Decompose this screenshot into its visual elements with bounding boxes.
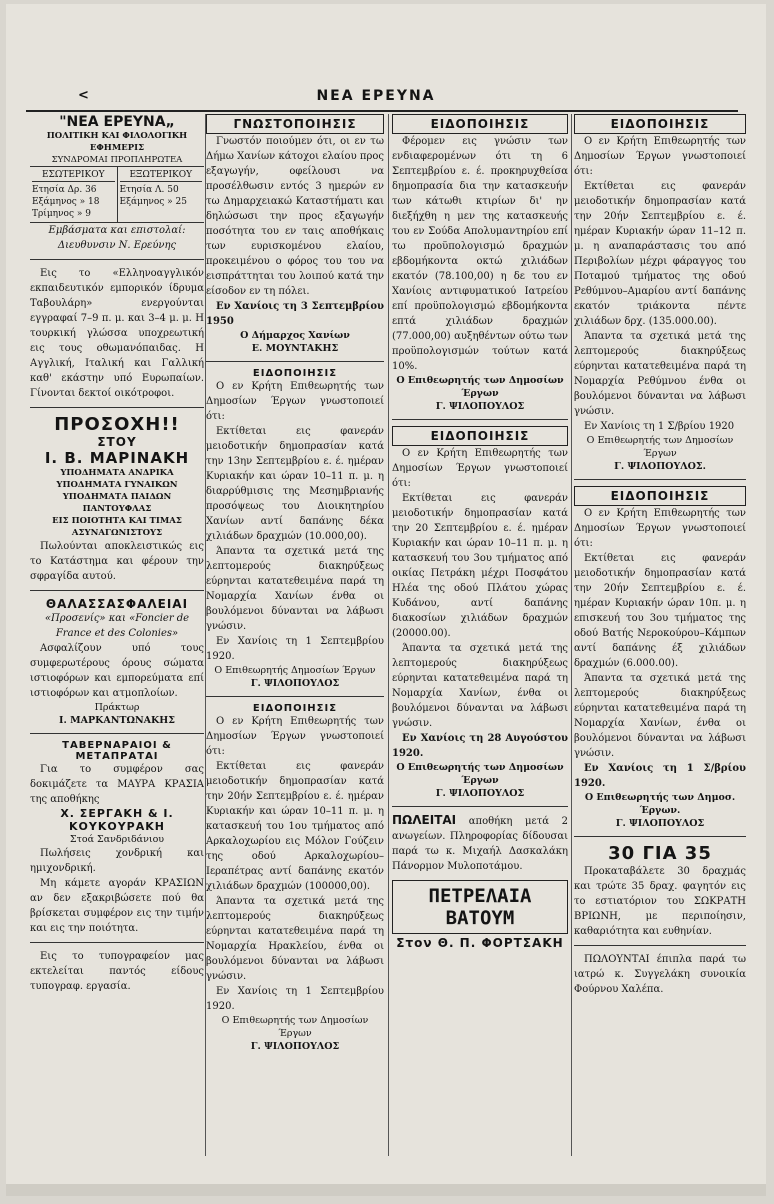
neroukourou-notice [574,486,746,830]
shoe-line: ΑΣΥΝΑΓΩΝΙΣΤΟΥΣ [71,528,163,538]
works-notice-1 [206,368,384,690]
masthead-subtitle: ΠΟΛΙΤΙΚΗ ΚΑΙ ΦΙΛΟΛΟΓΙΚΗ ΕΦΗΜΕΡΙΣ [46,131,188,153]
tavern-text: Για το συμφέρον σας δοκιμάζετε τα ΜΑΥΡΑ ΚΡΑΣΙΑ της αποθήκης [30,764,204,805]
column-1 [30,114,204,1156]
notice-tender: Άπαντα τα σχετικά μετά της λεπτομερούς διακηρύξεως εύρηνται κατατεθειμένα παρά τη Νομαρχία Ηρακλείου, ένθα οι βουλόμενοι δύνανται να λάβωσι γνώσιν. [206,896,384,982]
newspaper-page [6,4,766,1196]
divider [574,945,746,946]
signer-title: Ο Επιθεωρητής των Δημοσίων Έργων [221,1015,369,1039]
notice-date: Εν Χανίοις τη 1 Σ/βρίου 1920. [574,763,746,789]
running-title: ΝΕΑ ΕΡΕΥΝΑ [316,88,436,104]
signer-name: Γ. ΨΙΛΟΠΟΥΛΟΣ [615,818,705,829]
notice-head: ΕΙΔΟΠΟΙΗΣΙΣ [252,368,338,379]
notice-head: ΕΙΔΟΠΟΙΗΣΙΣ [574,486,746,506]
running-mark: < [78,88,91,103]
rethymno-notice [574,114,746,473]
signer-title: Ο Επιθεωρητής των Δημοσ. Έργων. [584,792,736,816]
agent-name: Ι. ΜΑΡΚΑΝΤΩΝΑΚΗΣ [59,715,175,726]
sale-head: ΠΩΛΕΙΤΑΙ [392,813,457,827]
sale-ad [392,813,568,874]
notice-intro: Ο εν Κρήτη Επιθεωρητής των Δημοσίων Έργων γνωστοποιεί ότι: [206,716,384,757]
signer-name: Ε. ΜΟΥΝΤΑΚΗΣ [251,343,339,354]
notice-text: Φέρομεν εις γνώσιν των ενδιαφερομένων ότι τη 6 Σεπτεμβρίου ε. έ. προκηρυχθείσα δημοπρασία δια την κατασκευήν των κάτωθι κτιρίων δι' ην διεξήχθη η μεν της κατασκευής του εν Σούδα Απολυμαντηρίου επί τω προϋπολογισμώ δραχμών εβδομήκοντα οκτώ χιλιάδων εκατόν (78.100,00) η δε του εν Χανίοις αντιφυματικού Ιατρείου επί προϋπολογισμώ εβδομήκοντα επτά χιλιάδων δραχμών (77.000,00) αυξηθέντων ούτω των προϋπολογισμών τούτων κατά 10%. [392,136,568,372]
signer-name: Γ. ΨΙΛΟΠΟΥΛΟΣ. [614,461,706,472]
petroleum-head: ΠΕΤΡΕΛΑΙΑ ΒΑΤΟΥΜ [392,880,568,934]
works-notice-2 [206,703,384,1053]
sale-text: αποθήκη μετά 2 ανωγείων. Πληροφορίας δίδουσαι παρά τω κ. Μιχαήλ Δασκαλάκη Πάνορμον Μυλοποτάμου. [392,816,568,872]
masthead-box [30,114,204,253]
notice-head: ΕΙΔΟΠΟΙΗΣΙΣ [252,703,338,714]
divider [30,942,204,943]
offer-text: Προκαταβάλετε 30 δραχμάς και τρώτε 35 δραχ. φαγητόν εις το εστιατόριον του ΣΩΚΡΑΤΗ ΒΡΙΩΝΗ, με περιποίησιν, καθαριότητα και ευθηνίαν. [574,866,746,937]
tavern-head: ΤΑΒΕΡΝΑΡΑΙΟΙ & ΜΕΤΑΠΡΑΤΑΙ [62,740,172,762]
insurance-head: ΘΑΛΑΣΣΑΣΦΑΛΕΙΑΙ [45,597,189,611]
signer-title: Ο Επιθεωρητής των Δημοσίων Έργων [396,762,564,786]
petroleum-seller: Στον Θ. Π. ΦΟΡΤΣΑΚΗ [396,936,564,950]
notice-head: ΕΙΔΟΠΟΙΗΣΙΣ [392,426,568,446]
notice-text: Εκτίθεται εις φανεράν μειοδοτικήν δημοπρασίαν κατά την 20ήν Σεπτεμβρίου ε. έ. ημέραν Κυριακήν ώραν 11–12 π. μ. η αναπαράστασις του από Περιβολίων μέχρι φάραγγος του Ποταμού τμήματος της οδού Ρεθύμνου–Αμαρίου αντί δαπάνης εκατόν τριάκοντα πέντε χιλιάδων δρχ. (135.000.00). [574,181,746,327]
signer-title: Ο Επιθεωρητής των Δημοσίων Έργων [586,435,734,459]
rate-row: Εξάμηνος » 25 [119,197,187,207]
shoe-line: ΕΙΣ ΠΟΙΟΤΗΤΑ ΚΑΙ ΤΙΜΑΣ [52,516,182,526]
signer-title: Ο Επιθεωρητής Δημοσίων Έργων [214,665,376,676]
signer-name: Γ. ΨΙΛΟΠΟΥΛΟΣ [435,788,525,799]
signer-name: Γ. ΨΙΛΟΠΟΥΛΟΣ [250,1041,340,1052]
divider [30,733,204,734]
signer-title: Ο Δήμαρχος Χανίων [240,330,350,341]
notice-text: Εκτίθεται εις φανεράν μειοδοτικήν δημοπρασίαν κατά την 13ην Σεπτεμβρίου ε. έ. ημέραν Κυριακήν και ώραν 10–11 π. μ. η διαρρύθμισις της Μεσημβριανής προσόψεως του Διοικητηρίου Χανίων αντί δαπάνης δέκα χιλιάδων δραχμών (10.000,00). [206,426,384,542]
road-notice [392,426,568,800]
shoe-line: ΥΠΟΔΗΜΑΤΑ ΓΥΝΑΙΚΩΝ [56,480,178,490]
agent-label: Πράκτωρ [94,702,140,713]
notice-tender: Άπαντα τα σχετικά μετά της λεπτομερούς διακηρύξεως εύρηνται κατατεθειμένα παρά τη Νομαρχία Χανίων ένθα οι βουλόμενοι δύνανται να λάβωσι γνώσιν. [206,546,384,632]
subscription-prepay: ΣΥΝΔΡΟΜΑΙ ΠΡΟΠΛΗΡΩΤΕΑ [51,155,183,165]
shoe-line: ΥΠΟΔΗΜΑΤΑ ΑΝΔΡΙΚΑ [60,468,174,478]
tavern-street: Στοά Σανδριδάνιου [69,834,165,845]
school-ad: Εις το «Ελληνοαγγλικόν εκπαιδευτικόν εμπορικόν ίδρυμα Ταβουλάρη» ενεργούνται εγγραφαί 7–9 π. μ. και 3–4 μ. μ. Η τουρκική γλώσσα υποχρεωτική εις τους οθωμανόπαιδας. Η Αγγλική, Ιταλική και Γαλλική καθ' εκάστην υπό Ευρωπαίων. Γίνονται δεκτοί οικότροφοι. [30,268,204,399]
divider [392,419,568,420]
shoe-line: ΥΠΟΔΗΜΑΤΑ ΠΑΙΔΩΝ [62,492,172,502]
column-rule [571,114,572,1156]
notice-date: Εν Χανίοις τη 1 Σεπτεμβρίου 1920. [206,636,384,662]
running-head [26,88,726,108]
foreign-rates [117,167,205,222]
notice-text: Εκτίθεται εις φανεράν μειοδοτικήν δημοπρασίαν κατά την 20ήν Σεπτεμβρίου ε. έ. ημέραν Κυριακήν ώραν 10π. μ. η επισκευή του 3ου τμήματος της οδού Βατής Νεροκούρου–Κάμπων αντί δαπάνης έξ χιλιάδων δραχμών (6.000.00). [574,553,746,669]
notice-intro: Ο εν Κρήτη Επιθεωρητής των Δημοσίων Έργων γνωστοποιεί ότι: [206,381,384,422]
divider [574,836,746,837]
attention-to: ΣΤΟΥ [97,435,137,449]
notice-tender: Άπαντα τα σχετικά μετά της λεπτομερούς διακηρύξεως εύρηνται κατατεθειμένα παρά τη Νομαρχία Χανίων, ένθα οι βουλόμενοι δύνανται να λάβωσι γνώσιν. [392,643,568,729]
column-3 [392,114,568,1156]
tavern-owners: Χ. ΣΕΡΓΑΚΗ & Ι. ΚΟΥΚΟΥΡΑΚΗ [60,807,174,833]
notice-date: Εν Χανίοις τη 1 Σεπτεμβρίου 1920. [206,986,384,1012]
tavern-ad [30,740,204,994]
notice-text: Εκτίθεται εις φανεράν μειοδοτικήν δημοπρασίαν κατά την 20ήν Σεπτεμβρίου ε. έ. ημέραν Κυριακήν και ώραν 10–11 π. μ. η κατασκευή του 1ου τμήματος από Αρκαλοχωρίου εις Μόλον Γούζειν της οδού Αρκαλοχωρίου–Ιεραπέτρας αντί δαπάνης εκατόν χιλιάδων δραχμών (100000,00). [206,761,384,892]
divider [392,806,568,807]
notice-tender: Άπαντα τα σχετικά μετά της λεπτομερούς διακηρύξεως εύρηνται κατατεθειμένα παρά τη Νομαρχία Ρεθύμνου ένθα οι βουλόμενοι δύνανται να λάβωσι γνώσιν. [574,331,746,417]
divider [574,479,746,480]
shoe-ad [30,414,204,584]
masthead-title: "ΝΕΑ ΕΡΕΥΝΑ„ [59,114,175,130]
offer-head: 30 ΓΙΑ 35 [608,843,712,864]
subscription-table [30,166,204,223]
notice-date: Εν Χανίοις τη 28 Αυγούστου 1920. [392,733,568,759]
shoe-text: Πωλούνται αποκλειστικώς εις το Κατάστημα και φέρουν την σφραγίδα αυτού. [30,541,204,582]
signer-name: Γ. ΨΙΛΟΠΟΥΛΟΣ [435,401,525,412]
column-2 [206,114,384,1156]
attention-head: ΠΡΟΣΟΧΗ!! [54,414,180,435]
divider [30,590,204,591]
notice-head: ΕΙΔΟΠΟΙΗΣΙΣ [392,114,568,134]
signer-name: Γ. ΨΙΛΟΠΟΥΛΟΣ [250,678,340,689]
divider [206,696,384,697]
letters-line: Εμβάσματα και επιστολαί: [48,225,186,236]
column-rule [388,114,389,1156]
domestic-head: ΕΣΩΤΕΡΙΚΟΥ [32,169,115,182]
signer-title: Ο Επιθεωρητής των Δημοσίων Έργων [396,375,564,399]
restaurant-ad [574,843,746,939]
rate-row: Τρίμηνος » 9 [32,209,91,219]
notice-tender: Άπαντα τα σχετικά μετά της λεπτομερούς διακηρύξεως εύρηνται κατατεθειμένα παρά τη Νομαρχία Χανίων, ένθα οι βουλόμενοι δύνανται να λάβωσι γνώσιν. [574,673,746,759]
divider [206,361,384,362]
notice-intro: Ο εν Κρήτη Επιθεωρητής των Δημοσίων Έργων γνωστοποιεί ότι: [574,136,746,177]
tavern-wholesale: Πωλήσεις χονδρική και ημιχονδρική. [30,848,204,874]
notice-intro: Ο εν Κρήτη Επιθεωρητής των Δημοσίων Έργων γνωστοποιεί ότι: [574,508,746,549]
insurance-companies: «Προσενίς» και «Foncier de France et des Colonies» [44,613,190,639]
divider [30,259,204,260]
notice-text: Γνωστόν ποιούμεν ότι, οι εν τω Δήμω Χανίων κάτοχοι ελαίου προς εξαγωγήν, οφείλουσι να προσέλθωσιν εντός 3 ημερών εν τω Δημαρχειακώ Καταστήματι και δηλώσωσι την προς εξαγωγήν ποσότητα του εν ταις αποθήκαις των ευρισκομένου ελαίου, προκειμένου ο φόρος του του να εισπράττηται του λοιπού κατά την είσοδον εν τη πόλει. [206,136,384,297]
column-4 [574,114,746,1156]
furniture-ad: ΠΩΛΟΥΝΤΑΙ έπιπλα παρά τω ιατρώ κ. Συγγελάκη συνοικία Φούρνου Χαλέπα. [574,954,746,995]
notice-text: Εκτίθεται εις φανεράν μειοδοτικήν δημοπρασίαν κατά την 20 Σεπτεμβρίου ε. έ. ημέραν Κυριακήν και ώραν 10–11 π. μ. η κατασκευή του 3ου τμήματος από οικίας Πετράκη μέχρι Ποσφάτου Ηλέα της οδού Πλάτου χώρας Κυδάνου, αντί δαπάνης διακοσίων χιλιάδων δραχμών (20000.00). [392,493,568,639]
notice-head: ΓΝΩΣΤΟΠΟΙΗΣΙΣ [206,114,384,134]
rate-row: Ετησία Λ. 50 [119,185,179,195]
divider [30,407,204,408]
notice-head: ΕΙΔΟΠΟΙΗΣΙΣ [574,114,746,134]
shop-name: Ι. Β. ΜΑΡΙΝΑΚΗ [44,449,190,467]
tender-result-notice [392,114,568,413]
printing-ad: Εις το τυπογραφείον μας εκτελείται παντός είδους τυπογραφ. εργασία. [30,951,204,992]
tavern-advice: Μη κάμετε αγοράν ΚΡΑΣΙΩΝ αν δεν εξακριβώσετε πού θα βρίσκεται συμφέρον εις την τιμήν και εις την ποιότητα. [30,878,204,934]
oil-notice [206,114,384,355]
insurance-ad [30,597,204,727]
director-line: Διευθυνσιν Ν. Ερεύνης [57,240,177,251]
page-bottom-edge [6,1184,766,1196]
notice-intro: Ο εν Κρήτη Επιθεωρητής των Δημοσίων Έργων γνωστοποιεί ότι: [392,448,568,489]
foreign-head: ΕΞΩΤΕΡΙΚΟΥ [120,169,203,182]
notice-date: Εν Χανίοις τη 1 Σ/βρίου 1920 [584,421,735,432]
rate-row: Εξάμηνος » 18 [32,197,100,207]
top-rule [26,110,738,112]
insurance-text: Ασφαλίζουν υπό τους συμφερωτέρους όρους σώματα ιστιοφόρων και εμπορεύματα επί ιστιοφόρων και ατμοπλοίων. [30,643,204,699]
domestic-rates [30,167,117,222]
shoe-line: ΠΑΝΤΟΥΦΛΑΣ [82,504,152,514]
rate-row: Ετησία Δρ. 36 [32,185,97,195]
notice-date: Εν Χανίοις τη 3 Σεπτεμβρίου 1950 [206,301,384,327]
